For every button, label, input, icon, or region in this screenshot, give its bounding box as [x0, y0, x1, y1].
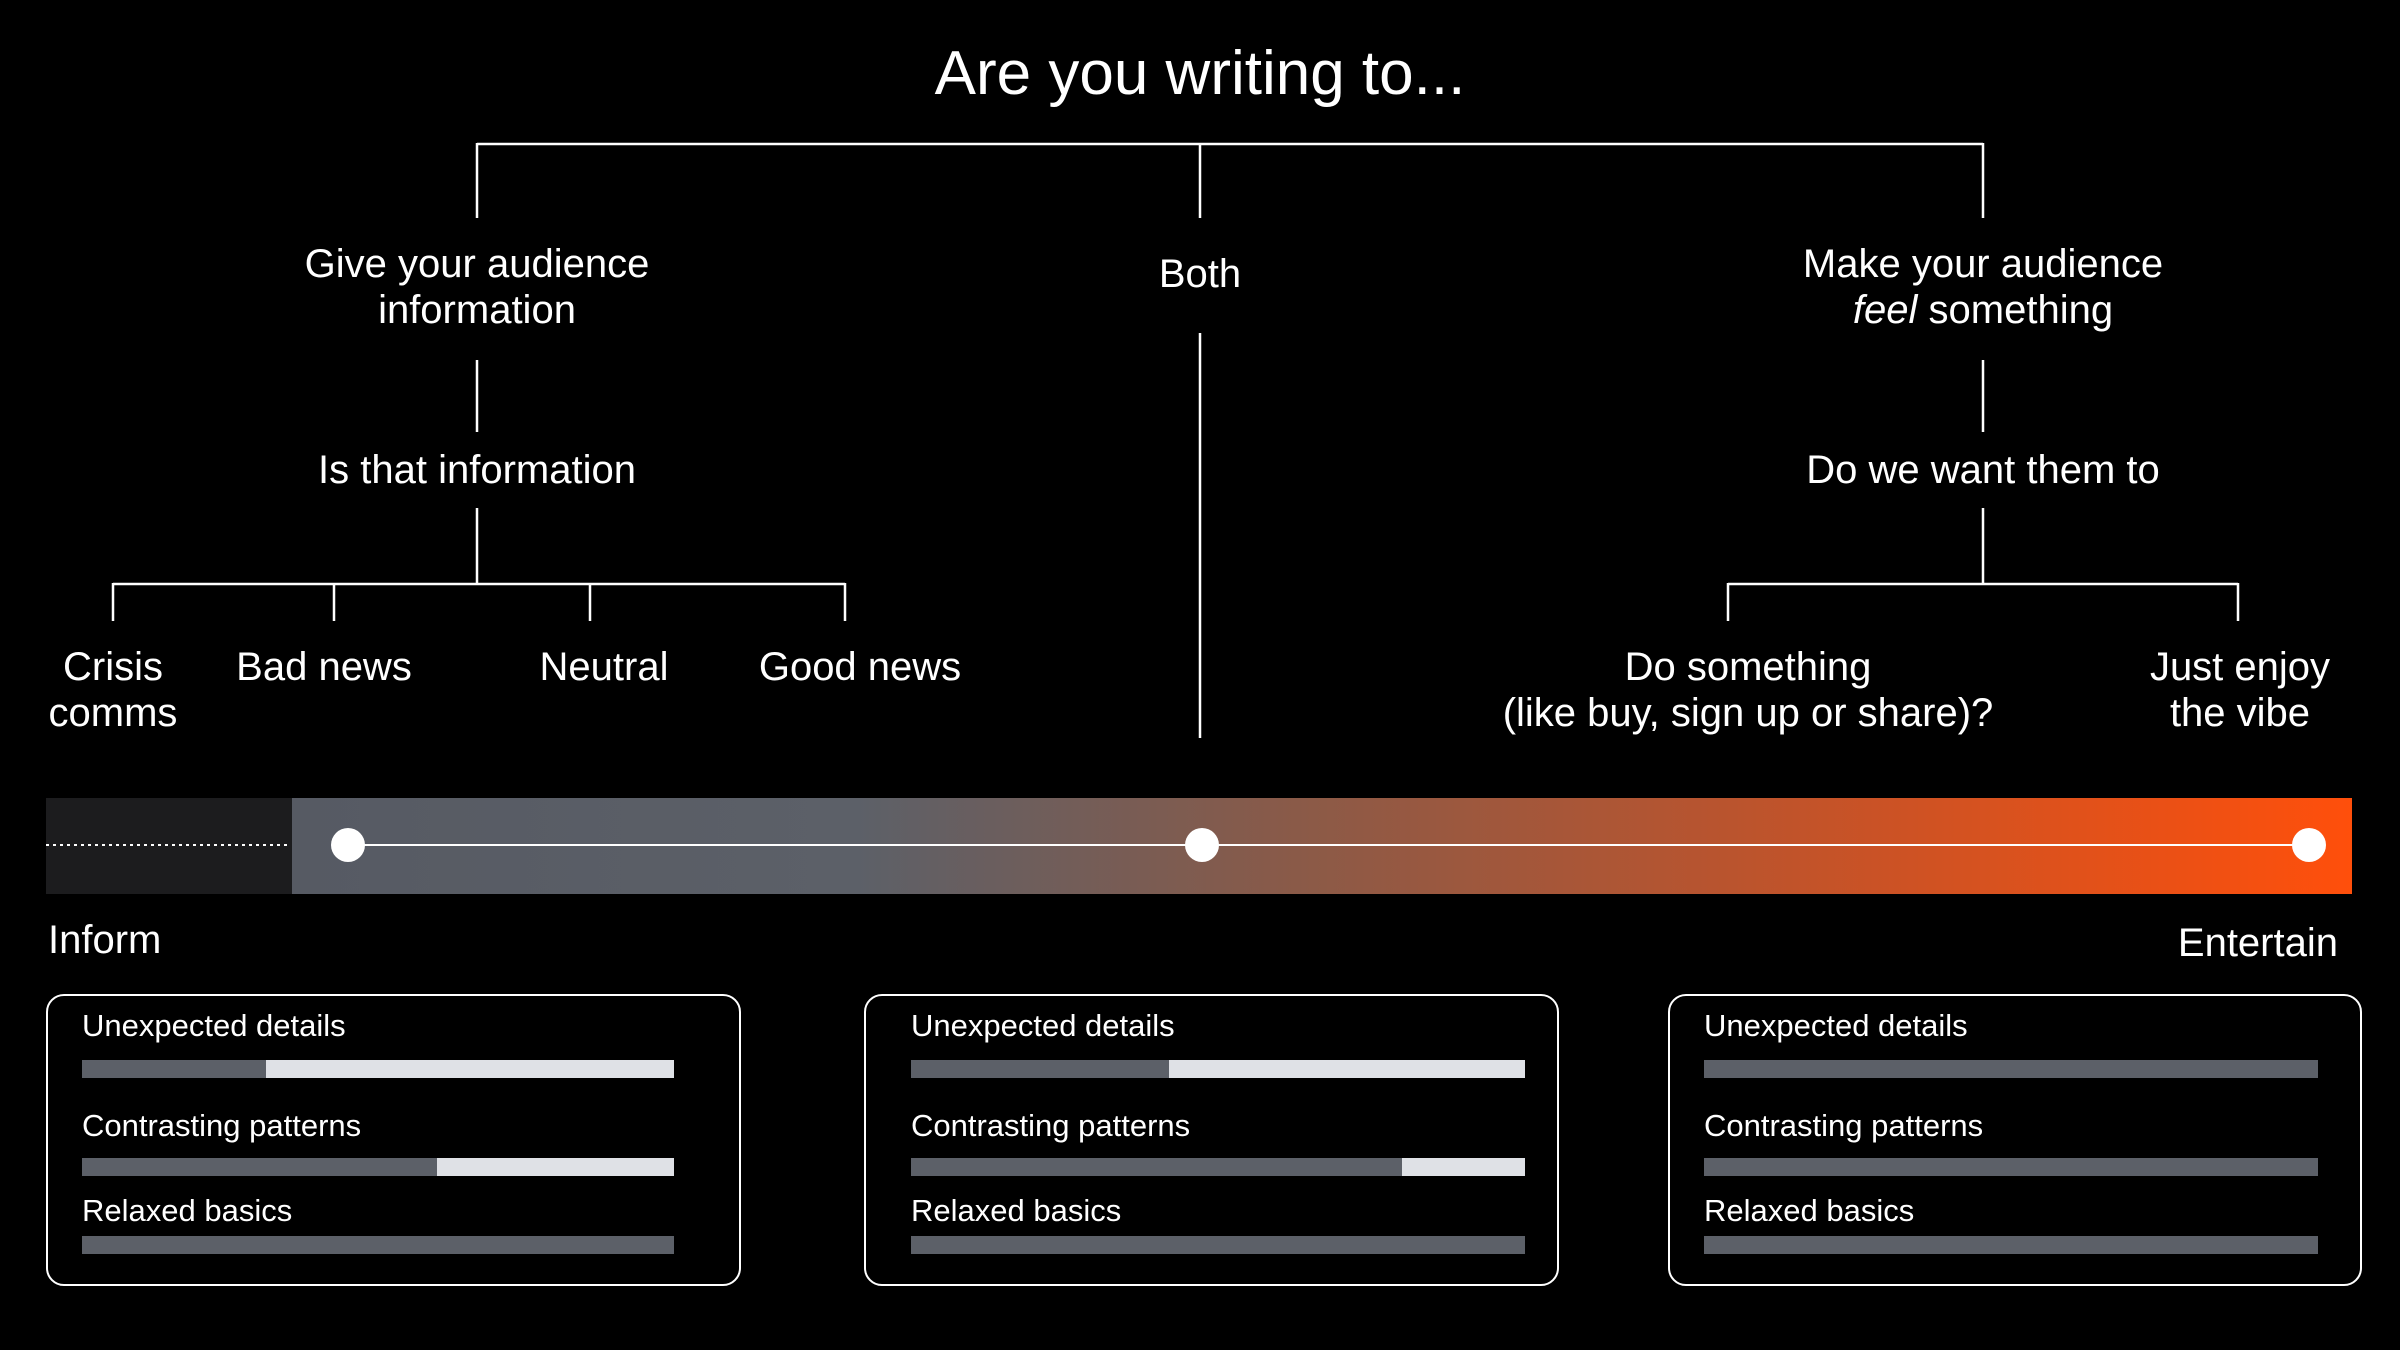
card-inform: [46, 994, 741, 1286]
metric-bar: [911, 1060, 1525, 1078]
branch-information-line1: Give your audience: [304, 242, 650, 286]
metric-bar-fill: [1402, 1158, 1525, 1176]
metric-label: Contrasting patterns: [911, 1108, 1191, 1143]
metric-bar: [82, 1158, 674, 1176]
page-title: Are you writing to...: [934, 39, 1466, 108]
option-crisis-comms-line2: comms: [48, 691, 178, 735]
option-neutral: Neutral: [539, 645, 669, 689]
branch-feel-line2: [1773, 287, 2193, 333]
option-just-enjoy-line2: the vibe: [2169, 691, 2311, 735]
option-just-enjoy-line1: Just enjoy: [2149, 645, 2331, 689]
metric-bar-fill: [1169, 1060, 1525, 1078]
scale-label-entertain: Entertain: [2177, 921, 2338, 965]
metric-label: Relaxed basics: [911, 1193, 1122, 1228]
option-crisis-comms: [23, 644, 203, 736]
metric-bar: [911, 1236, 1525, 1254]
inform-entertain-scale: [46, 798, 2352, 894]
branch-feel: [1773, 241, 2193, 333]
metric-label: Unexpected details: [82, 1008, 346, 1043]
option-do-something-line1: Do something: [1624, 645, 1872, 689]
question-feel: Do we want them to: [1806, 448, 2160, 492]
branch-both: Both: [1158, 252, 1242, 296]
metric-bar-fill: [266, 1060, 674, 1078]
option-do-something: [1448, 644, 2048, 736]
option-good-news: Good news: [758, 645, 962, 689]
branch-feel-line1: Make your audience: [1802, 242, 2164, 286]
option-bad-news: Bad news: [236, 645, 412, 689]
option-do-something-line2: (like buy, sign up or share)?: [1502, 691, 1994, 735]
card-entertain: [1668, 994, 2362, 1286]
metric-label: Relaxed basics: [82, 1193, 293, 1228]
branch-feel-emphasis: feel: [1852, 288, 1918, 332]
metric-bar: [82, 1236, 674, 1254]
branch-feel-rest: something: [1917, 288, 2114, 332]
metric-label: Contrasting patterns: [82, 1108, 362, 1143]
metric-label: Unexpected details: [1704, 1008, 1968, 1043]
branch-information: [277, 241, 677, 333]
scale-label-inform: Inform: [48, 918, 162, 962]
metric-label: Unexpected details: [911, 1008, 1175, 1043]
metric-label: Relaxed basics: [1704, 1193, 1915, 1228]
option-crisis-comms-line1: Crisis: [63, 645, 163, 689]
metric-label: Contrasting patterns: [1704, 1108, 1984, 1143]
metric-bar: [1704, 1236, 2318, 1254]
metric-bar-fill: [437, 1158, 674, 1176]
metric-bar: [1704, 1060, 2318, 1078]
branch-information-line2: information: [378, 288, 576, 332]
metric-bar: [911, 1158, 1525, 1176]
card-both: [864, 994, 1559, 1286]
metric-bar: [82, 1060, 674, 1078]
option-just-enjoy: [2110, 644, 2370, 736]
question-info: Is that information: [318, 448, 636, 492]
metric-bar: [1704, 1158, 2318, 1176]
